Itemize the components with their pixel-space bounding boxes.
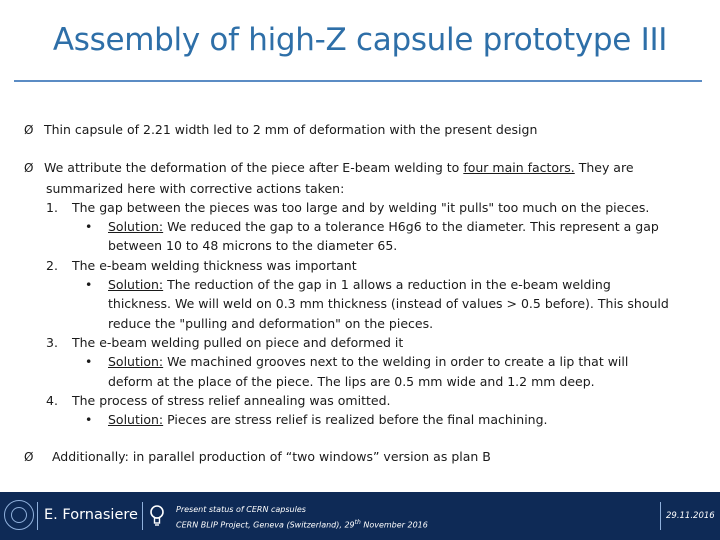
- bullet-3: [24, 447, 710, 467]
- solution-label: Solution:: [108, 277, 164, 293]
- bullet-2: [24, 158, 710, 178]
- bullet-dot-icon: •: [85, 412, 93, 428]
- bullet-dot-icon: •: [85, 277, 93, 293]
- footer-info-project: CERN BLIP Project, Geneva (Switzerland), 29th November 2016: [176, 519, 428, 530]
- footer-info: [176, 503, 428, 532]
- bullet-3-text: Additionally: in parallel production of “two windows” version as plan B: [51, 449, 491, 465]
- list-item: [24, 198, 710, 217]
- bullet-2-line2: summarized here with corrective actions taken:: [46, 180, 345, 196]
- solution-line: [24, 217, 710, 236]
- list-item-text: The process of stress relief annealing was omitted.: [72, 392, 391, 408]
- bullet-2-underlined: four main factors.: [463, 160, 575, 176]
- title-divider: [14, 80, 702, 82]
- solution-continuation: deform at the place of the piece. The lips are 0.5 mm wide and 1.2 mm deep.: [108, 373, 595, 389]
- footer-divider: [142, 502, 143, 530]
- footer-info-title: Present status of CERN capsules: [176, 505, 306, 514]
- bullet-2-text-post: They are: [574, 160, 634, 176]
- slide-title: Assembly of high-Z capsule prototype III: [52, 22, 668, 58]
- solution-continuation: reduce the "pulling and deformation" on the pieces.: [108, 315, 434, 331]
- list-item: [24, 391, 710, 410]
- presenter-name: E. Fornasiere: [44, 507, 138, 523]
- solution-continuation: thickness. We will weld on 0.3 mm thickness (instead of values > 0.5 before). This should: [108, 296, 669, 312]
- list-item-number: 3.: [46, 334, 58, 350]
- footer-divider: [37, 502, 38, 530]
- cern-logo-icon: [4, 500, 34, 530]
- solution-label: Solution:: [108, 412, 164, 428]
- slide-body: [24, 120, 710, 468]
- footer-bar: [0, 492, 720, 540]
- arrow-bullet-icon: Ø: [24, 161, 34, 176]
- bullet-dot-icon: •: [85, 219, 93, 235]
- list-item-number: 1.: [46, 199, 58, 215]
- arrow-bullet-icon: Ø: [24, 123, 34, 137]
- list-item: [24, 256, 710, 275]
- solution-text: Pieces are stress relief is realized before the final machining.: [163, 412, 548, 428]
- list-item-text: The e-beam welding pulled on piece and deformed it: [72, 334, 404, 350]
- list-item-text: The e-beam welding thickness was important: [72, 257, 357, 273]
- solution-text: We machined grooves next to the welding in order to create a lip that will: [163, 354, 629, 370]
- solution-continuation: between 10 to 48 microns to the diameter 65.: [108, 238, 398, 254]
- solution-line: [24, 275, 710, 294]
- solution-label: Solution:: [108, 219, 164, 235]
- solution-line: [24, 352, 710, 371]
- lightbulb-icon: [149, 505, 165, 527]
- arrow-bullet-icon: Ø: [24, 450, 34, 465]
- solution-text: We reduced the gap to a tolerance H6g6 to the diameter. This represent a gap: [163, 219, 659, 235]
- bullet-1-text: Thin capsule of 2.21 width led to 2 mm of deformation with the present design: [44, 122, 538, 137]
- solution-label: Solution:: [108, 354, 164, 370]
- list-item-number: 2.: [46, 257, 58, 273]
- list-item: [24, 333, 710, 352]
- solution-text: The reduction of the gap in 1 allows a reduction in the e-beam welding: [163, 277, 611, 293]
- list-item-text: The gap between the pieces was too large and by welding "it pulls" too much on the pieces.: [72, 199, 650, 215]
- bullet-1: [24, 120, 710, 140]
- solution-line: [24, 410, 710, 429]
- bullet-dot-icon: •: [85, 354, 93, 370]
- footer-date: 29.11.2016: [666, 511, 715, 521]
- list-item-number: 4.: [46, 392, 58, 408]
- footer-divider: [660, 502, 661, 530]
- bullet-2-text-pre: We attribute the deformation of the piece after E-beam welding to: [44, 160, 464, 176]
